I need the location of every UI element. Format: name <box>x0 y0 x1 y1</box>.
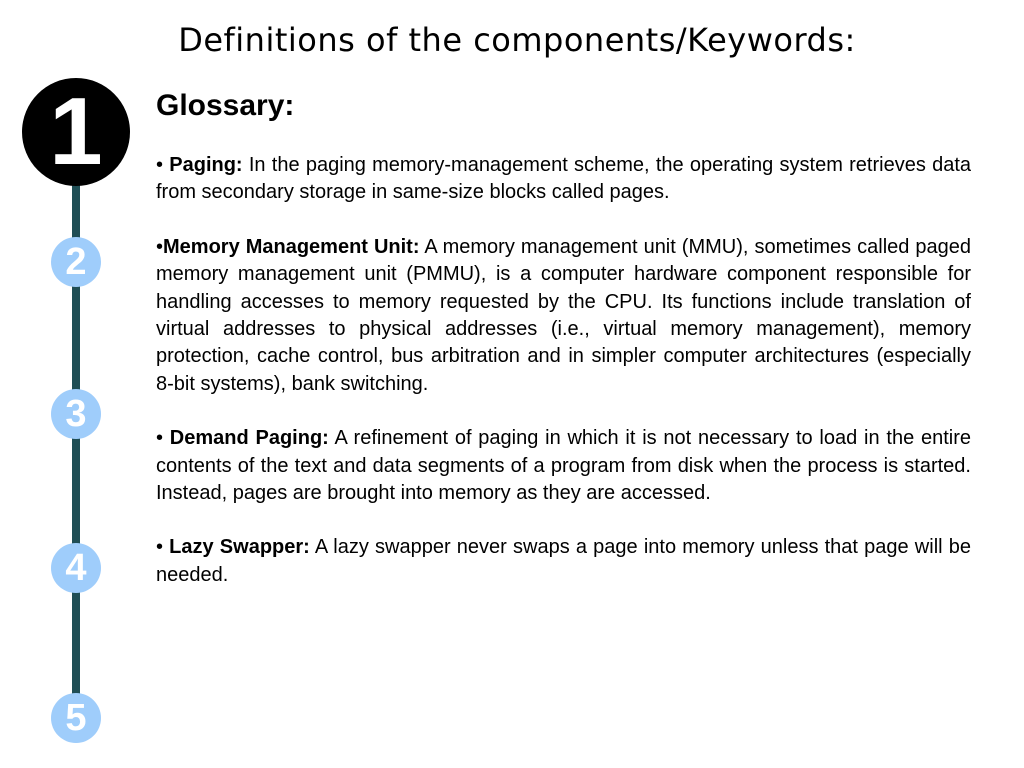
slide-title: Definitions of the components/Keywords: <box>178 21 856 59</box>
glossary-entry-mmu <box>156 234 971 398</box>
glossary-entry-paging <box>156 152 971 207</box>
step-4-badge[interactable]: 4 <box>51 543 101 593</box>
definition-lazy-swapper: A lazy swapper never swaps a page into memory unless that page will be needed. <box>156 536 971 586</box>
glossary-heading: Glossary: <box>156 89 295 122</box>
step-1-badge-active[interactable]: 1 <box>22 78 130 186</box>
glossary-entry-demand-paging <box>156 425 971 507</box>
bullet: • <box>156 235 164 258</box>
bullet: • <box>156 154 170 176</box>
glossary-content <box>156 86 971 616</box>
glossary-entry-lazy-swapper <box>156 534 971 589</box>
term-lazy-swapper: Lazy Swapper: <box>169 536 310 559</box>
definition-demand-paging: A refinement of paging in which it is not necessary to load in the entire contents of the text and data segments of a program from disk when the process is started. Instead, pages are brought into memory as they are accessed. <box>156 427 972 505</box>
step-3-badge[interactable]: 3 <box>51 389 101 439</box>
step-2-badge[interactable]: 2 <box>51 237 101 287</box>
step-5-badge[interactable]: 5 <box>51 693 101 743</box>
term-demand-paging: Demand Paging: <box>169 427 329 450</box>
bullet: • <box>156 536 170 559</box>
definition-mmu: A memory management unit (MMU), sometimes called paged memory management unit (PMMU), is a computer hardware component responsible for handling accesses to memory requested by the CPU. Its functions include translation of virtual addresses to physical addresses (i.e., virtual memory management), memory protection, cache control, bus arbitration and in simpler computer architectures (especially 8-bit systems), bank switching. <box>156 235 971 395</box>
definition-paging: In the paging memory-management scheme, the operating system retrieves data from secondary storage in same-size blocks called pages. <box>156 154 972 204</box>
bullet: • <box>156 427 170 450</box>
term-paging: Paging: <box>169 154 243 176</box>
term-mmu: Memory Management Unit: <box>163 235 420 258</box>
